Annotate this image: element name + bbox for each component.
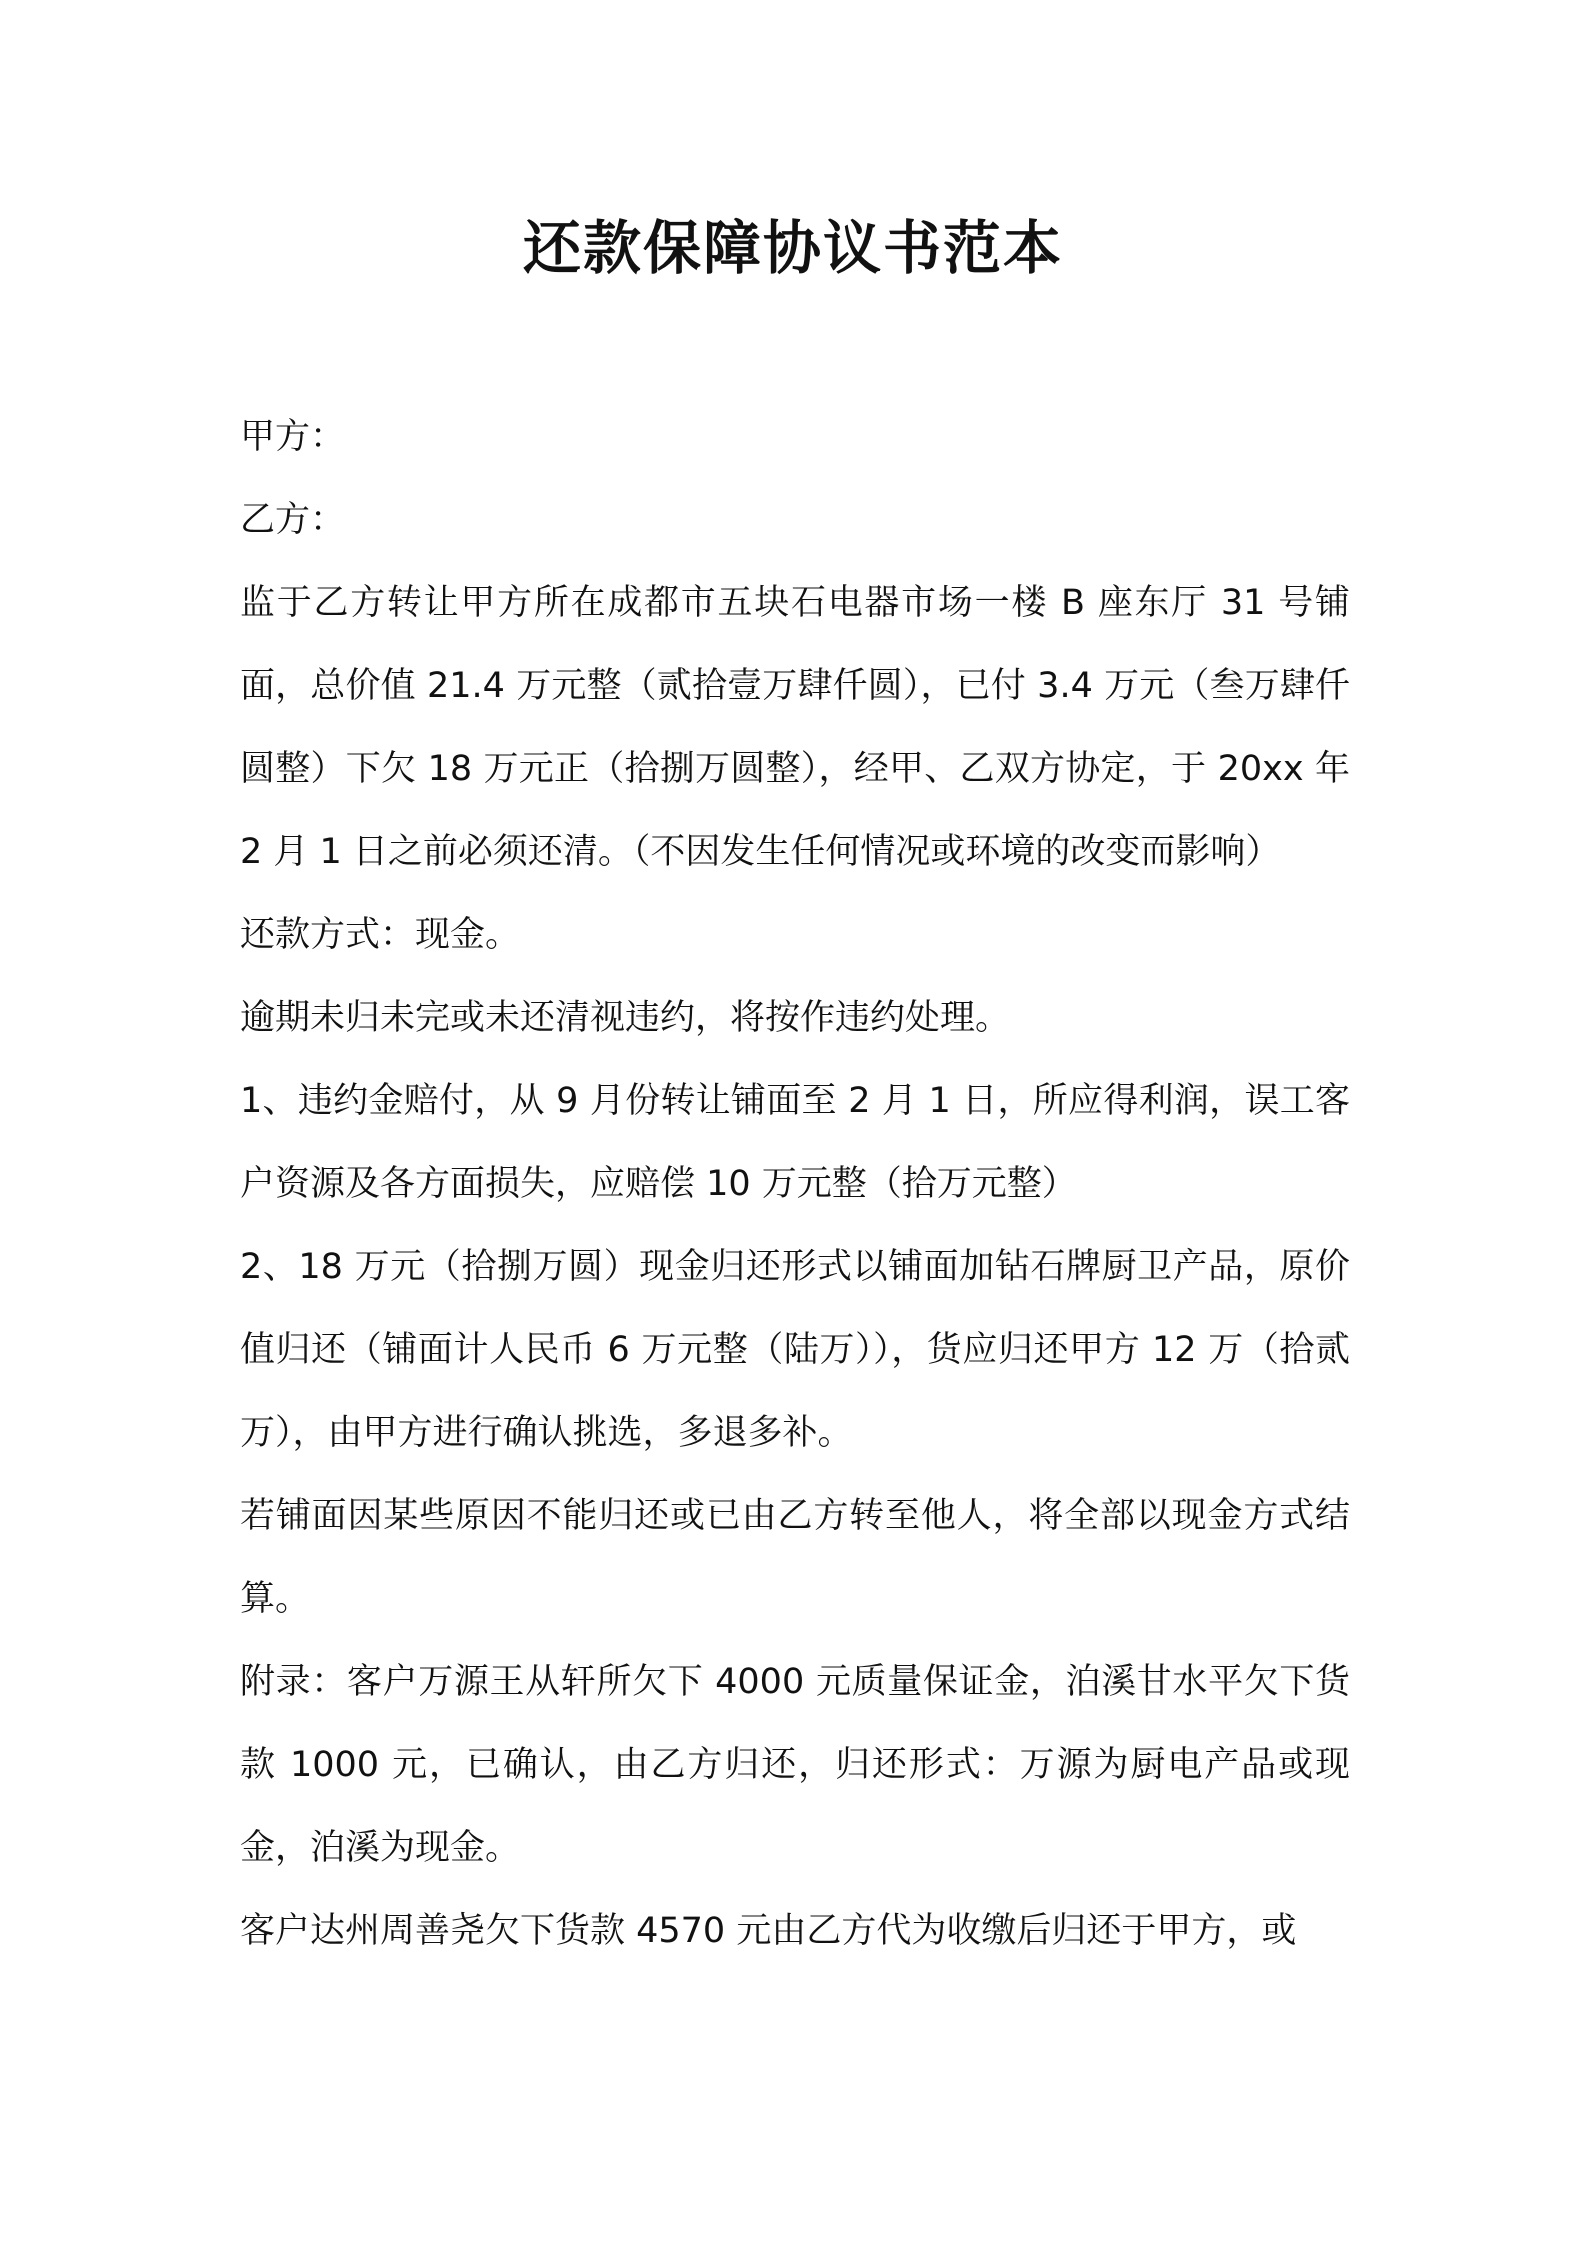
party-b-line: 乙方：: [240, 500, 346, 540]
customer-debt-paragraph: 客户达州周善尧欠下货款 4570 元由乙方代为收缴后归还于甲方，或: [240, 1911, 1297, 1951]
default-clause-paragraph: 逾期未归未完或未还清视违约，将按作违约处理。: [240, 998, 1011, 1038]
shop-settlement-paragraph: 若铺面因某些原因不能归还或已由乙方转至他人，将全部以现金方式结算。: [240, 1496, 1350, 1619]
appendix-paragraph: 附录：客户万源王从轩所欠下 4000 元质量保证金，泊溪甘水平欠下货款 1000 元，已确认，由乙方归还，归还形式：万源为厨电产品或现金，泊溪为现金。: [240, 1662, 1350, 1868]
document-body: [240, 396, 1350, 1973]
preamble-paragraph: 监于乙方转让甲方所在成都市五块石电器市场一楼 B 座东厅 31 号铺面，总价值 21.4 万元整（贰拾壹万肆仟圆），已付 3.4 万元（叁万肆仟圆整）下欠 18 万元正（拾捌万圆整），经甲、乙双方协定，于 20xx 年 2 月 1 日之前必须还清。（不因发生任何情况或环境的改变而影响）: [240, 583, 1350, 872]
document-title: 还款保障协议书范本: [522, 214, 1063, 282]
clause-1-paragraph: 1、违约金赔付，从 9 月份转让铺面至 2 月 1 日，所应得利润，误工客户资源及各方面损失，应赔偿 10 万元整（拾万元整）: [240, 1081, 1350, 1204]
repayment-method-paragraph: 还款方式：现金。: [240, 915, 521, 955]
party-a-line: 甲方：: [240, 417, 346, 457]
clause-2-paragraph: 2、18 万元（拾捌万圆）现金归还形式以铺面加钻石牌厨卫产品，原价值归还（铺面计人民币 6 万元整（陆万）），货应归还甲方 12 万（拾贰万），由甲方进行确认挑选，多退多补。: [240, 1247, 1350, 1453]
